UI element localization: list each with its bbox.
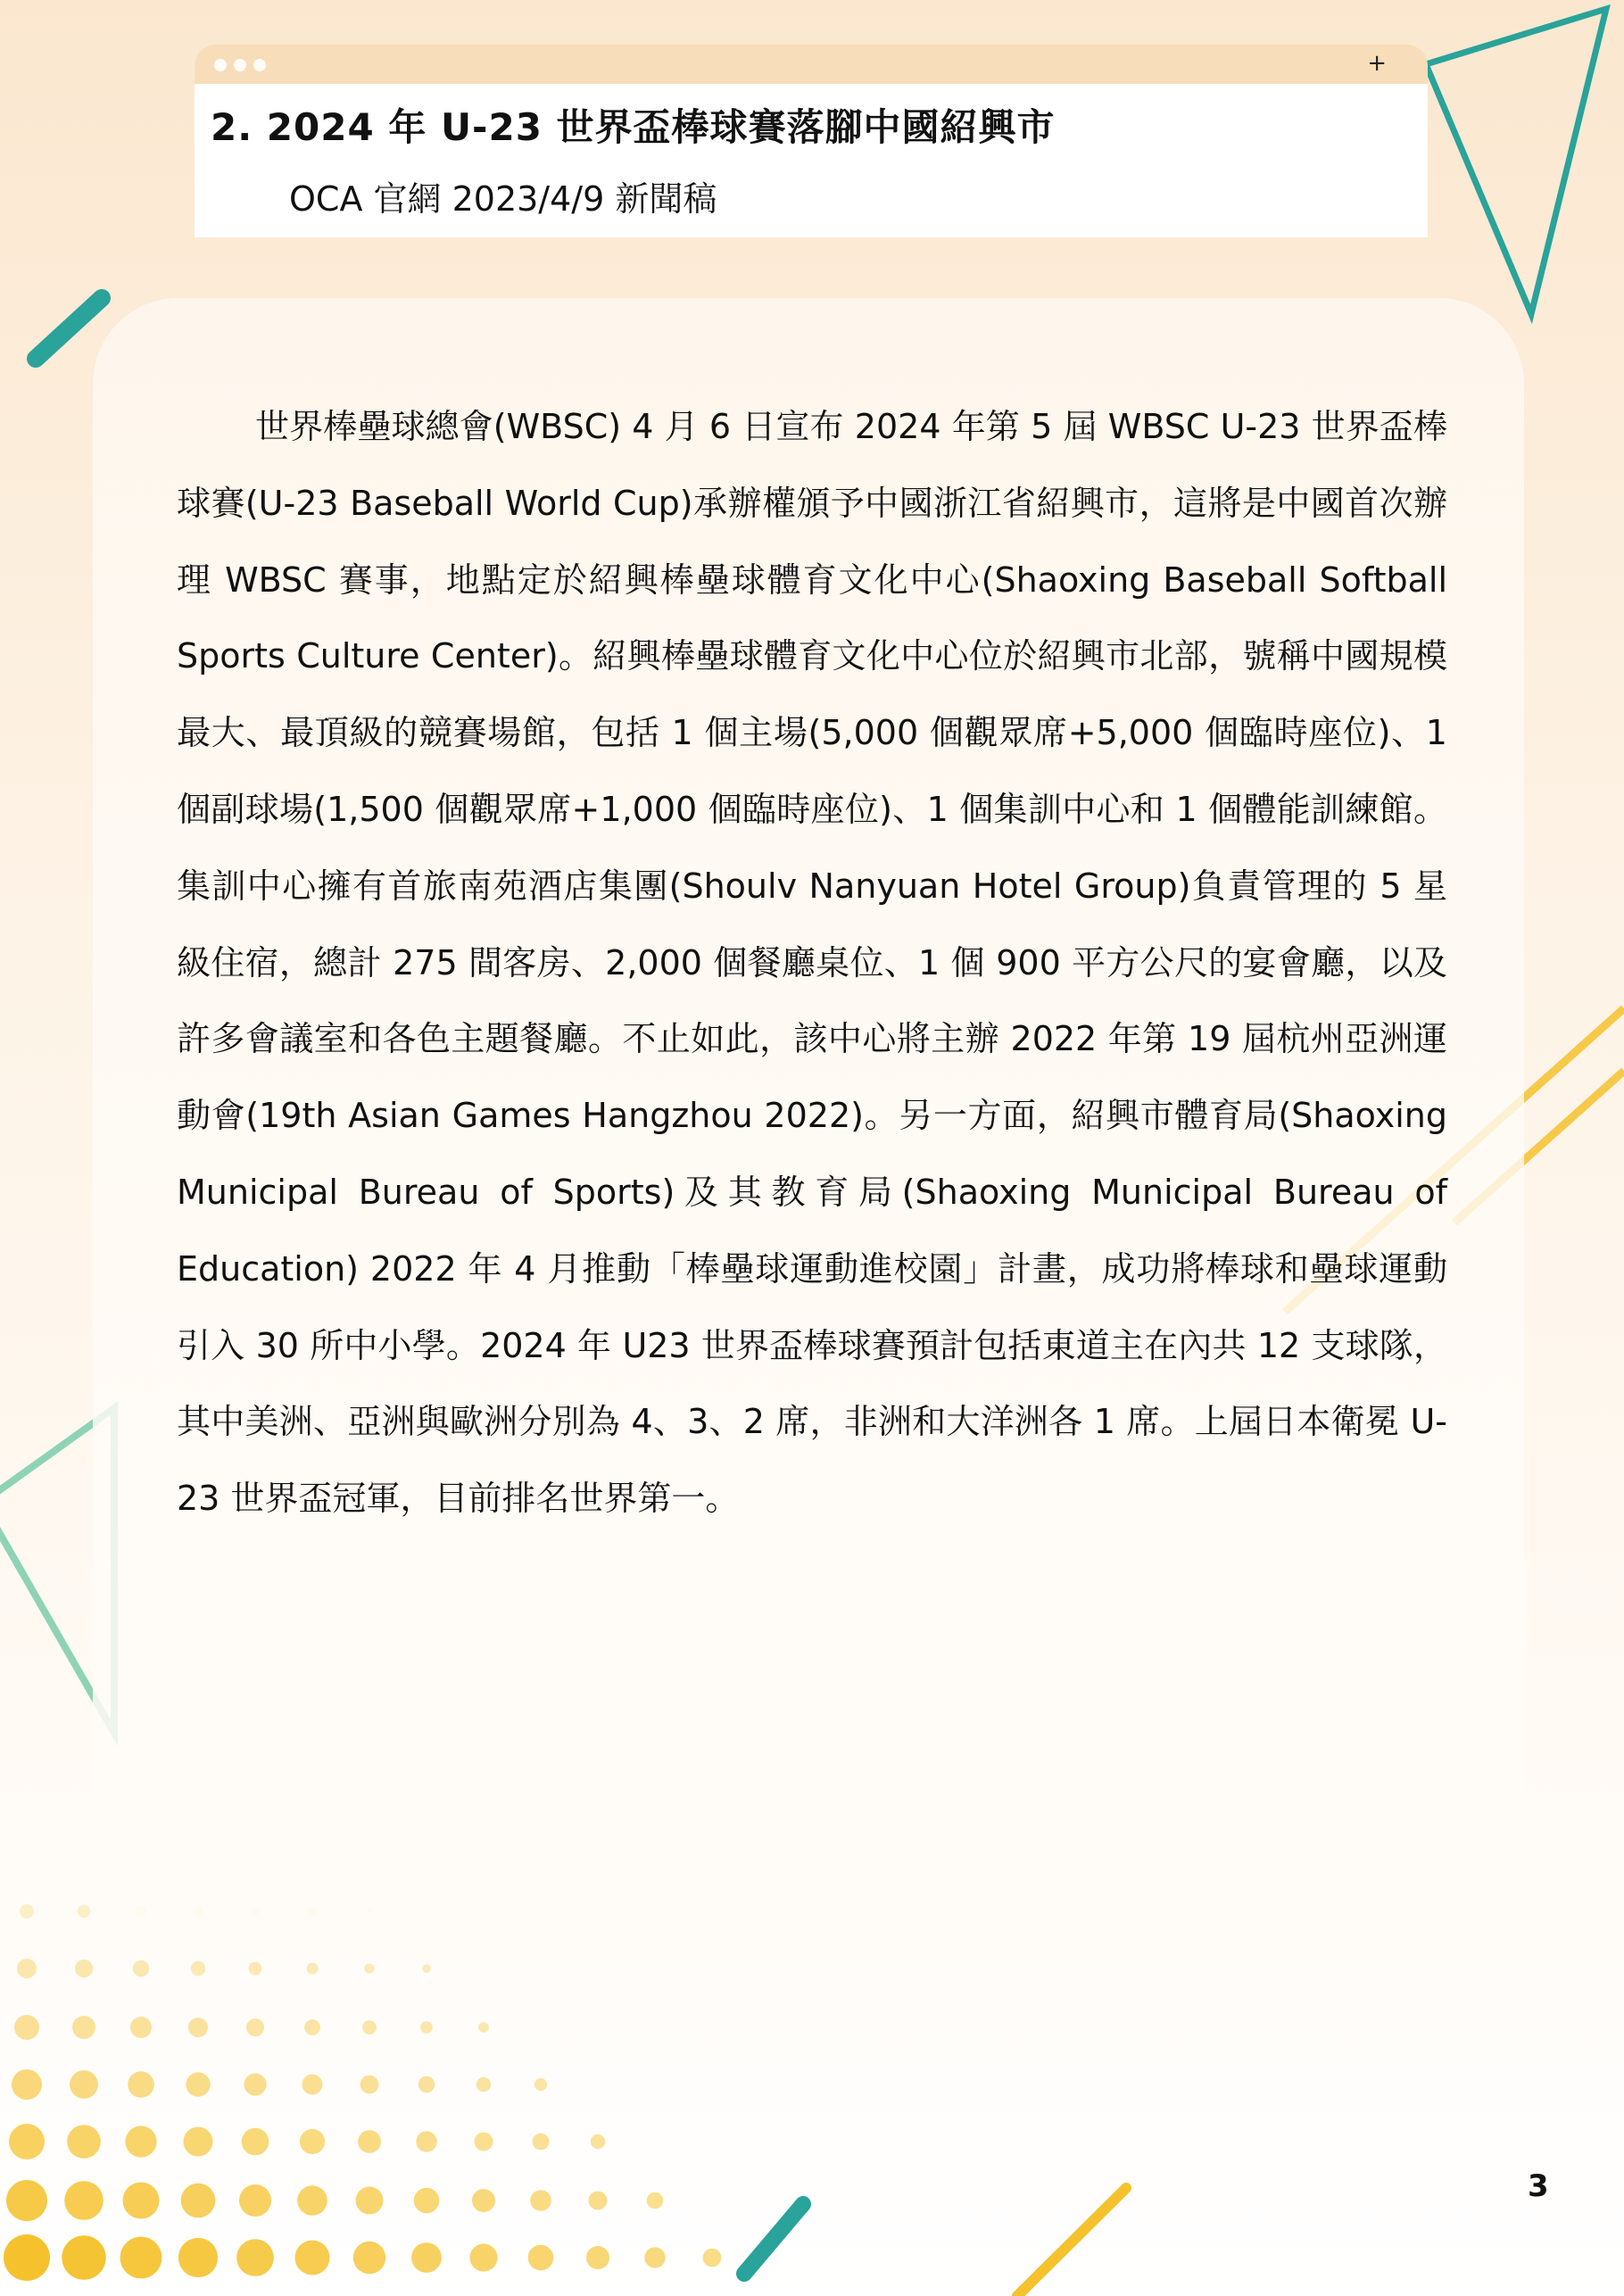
yellow-dot [12, 2069, 42, 2100]
teal-triangle-outline [1426, 9, 1606, 314]
yellow-dot [353, 2242, 385, 2274]
yellow-dot [242, 2128, 269, 2156]
yellow-dot [472, 2189, 495, 2212]
yellow-dot [186, 2072, 210, 2096]
yellow-dot [420, 2021, 433, 2034]
yellow-dot [414, 2188, 440, 2214]
yellow-dot [178, 2238, 218, 2277]
yellow-dot [297, 2185, 327, 2216]
window-dot [214, 59, 227, 71]
yellow-dot [528, 2245, 554, 2271]
yellow-dot [364, 1963, 374, 1973]
yellow-dot [191, 1961, 206, 1977]
yellow-dot [64, 2181, 104, 2220]
yellow-dot [356, 2187, 384, 2215]
yellow-dot [184, 2127, 213, 2157]
yellow-dot [130, 2017, 152, 2038]
yellow-dot [123, 2183, 160, 2219]
header-card [195, 45, 1428, 237]
yellow-dot [125, 2126, 156, 2157]
yellow-dot [236, 2239, 274, 2276]
yellow-dot [62, 2235, 105, 2279]
yellow-dot [14, 2015, 39, 2040]
yellow-dot [647, 2192, 664, 2209]
page-number: 3 [1528, 2168, 1549, 2204]
yellow-dot [244, 2073, 266, 2095]
yellow-dot [9, 2124, 45, 2159]
header-bar [195, 45, 1428, 84]
yellow-dot [181, 2184, 216, 2218]
yellow-dot [422, 1964, 430, 1972]
yellow-dot [4, 2234, 50, 2281]
yellow-dot [418, 2076, 435, 2093]
article-source: OCA 官網 2023/4/9 新聞稿 [289, 179, 717, 219]
yellow-dot [188, 2018, 208, 2037]
yellow-dot [133, 1960, 149, 1977]
yellow-dot [128, 2071, 154, 2098]
article-title: 2. 2024 年 U-23 世界盃棒球賽落腳中國紹興市 [211, 105, 1056, 149]
yellow-dot [300, 2129, 325, 2154]
yellow-dot [67, 2125, 101, 2159]
yellow-dot [411, 2242, 442, 2273]
yellow-dot [416, 2131, 436, 2151]
yellow-dot [249, 1962, 262, 1976]
yellow-dot [302, 2075, 323, 2095]
teal-slash-left [36, 298, 102, 359]
yellow-dot [586, 2246, 609, 2269]
yellow-dot [591, 2134, 605, 2149]
yellow-dot [476, 2077, 491, 2092]
yellow-dot [478, 2022, 489, 2033]
yellow-dot [703, 2249, 722, 2267]
yellow-dot [589, 2192, 608, 2210]
yellow-dot [469, 2243, 497, 2271]
yellow-dot [360, 2076, 379, 2094]
yellow-dot [530, 2190, 551, 2211]
yellow-dot [78, 1905, 91, 1919]
yellow-dot [75, 1960, 93, 1977]
yellow-dot [358, 2130, 381, 2153]
window-dot [234, 59, 246, 71]
yellow-dot-pattern [4, 1904, 721, 2281]
yellow-dot [20, 1904, 34, 1919]
yellow-dot [475, 2133, 493, 2151]
teal-slash-bottom [744, 2204, 803, 2274]
yellow-dot [239, 2184, 271, 2217]
yellow-dot [72, 2016, 95, 2039]
window-dot [253, 59, 266, 71]
yellow-dot [533, 2134, 550, 2151]
yellow-dot [6, 2180, 47, 2221]
yellow-dot [70, 2070, 98, 2099]
yellow-dot [120, 2237, 162, 2279]
yellow-dot [304, 2019, 320, 2035]
article-paragraph: 世界棒壘球總會(WBSC) 4 月 6 日宣布 2024 年第 5 屆 WBSC U-23 世界盃棒球賽(U-23 Baseball World Cup)承辦權頒予中國浙江省紹興市，這將是中國首次辦理 WBSC 賽事，地點定於紹興棒壘球體育文化中心(Shaoxing Baseball Softball Sports Culture Center)。紹興棒壘球體育文化中心位於紹興市北部，號稱中國規模最大、最頂級的競賽場館，包括 1 個主場(5,000 個觀眾席+5,000 個臨時座位)、1 個副球場(1,500 個觀眾席+1,000 個臨時座位)、1 個集訓中心和 1 個體能訓練館。集訓中心擁有首旅南苑酒店集團(Shoulv Nanyuan Hotel Group)負責管理的 5 星級住宿，總計 275 間客房、2,000 個餐廳桌位、1 個 900 平方公尺的宴會廳，以及許多會議室和各色主題餐廳。不止如此，該中心將主辦 2022 年第 19 屆杭州亞洲運動會(19th Asian Games Hangzhou 2022)。另一方面，紹興市體育局(Shaoxing Municipal Bureau of Sports)及其教育局(Shaoxing Municipal Bureau of Education) 2022 年 4 月推動「棒壘球運動進校園」計畫，成功將棒球和壘球運動引入 30 所中小學。2024 年 U23 世界盃棒球賽預計包括東道主在內共 12 支球隊，其中美洲、亞洲與歐洲分別為 4、3、2 席，非洲和大洋洲各 1 席。上屆日本衛冕 U-23 世界盃冠軍，目前排名世界第一。 [177, 407, 1447, 1519]
yellow-dot [295, 2241, 330, 2275]
yellow-dot [644, 2247, 665, 2267]
article-body [177, 389, 1447, 1538]
yellow-dot [362, 2020, 377, 2035]
plus-icon: + [1367, 50, 1387, 77]
yellow-dot [17, 1959, 37, 1978]
header-body [195, 84, 1428, 237]
yellow-dot [534, 2078, 547, 2091]
yellow-dot [307, 1963, 319, 1975]
yellow-dot [246, 2018, 264, 2036]
window-dots [214, 59, 266, 71]
yellow-slash-bottom [1017, 2188, 1126, 2296]
